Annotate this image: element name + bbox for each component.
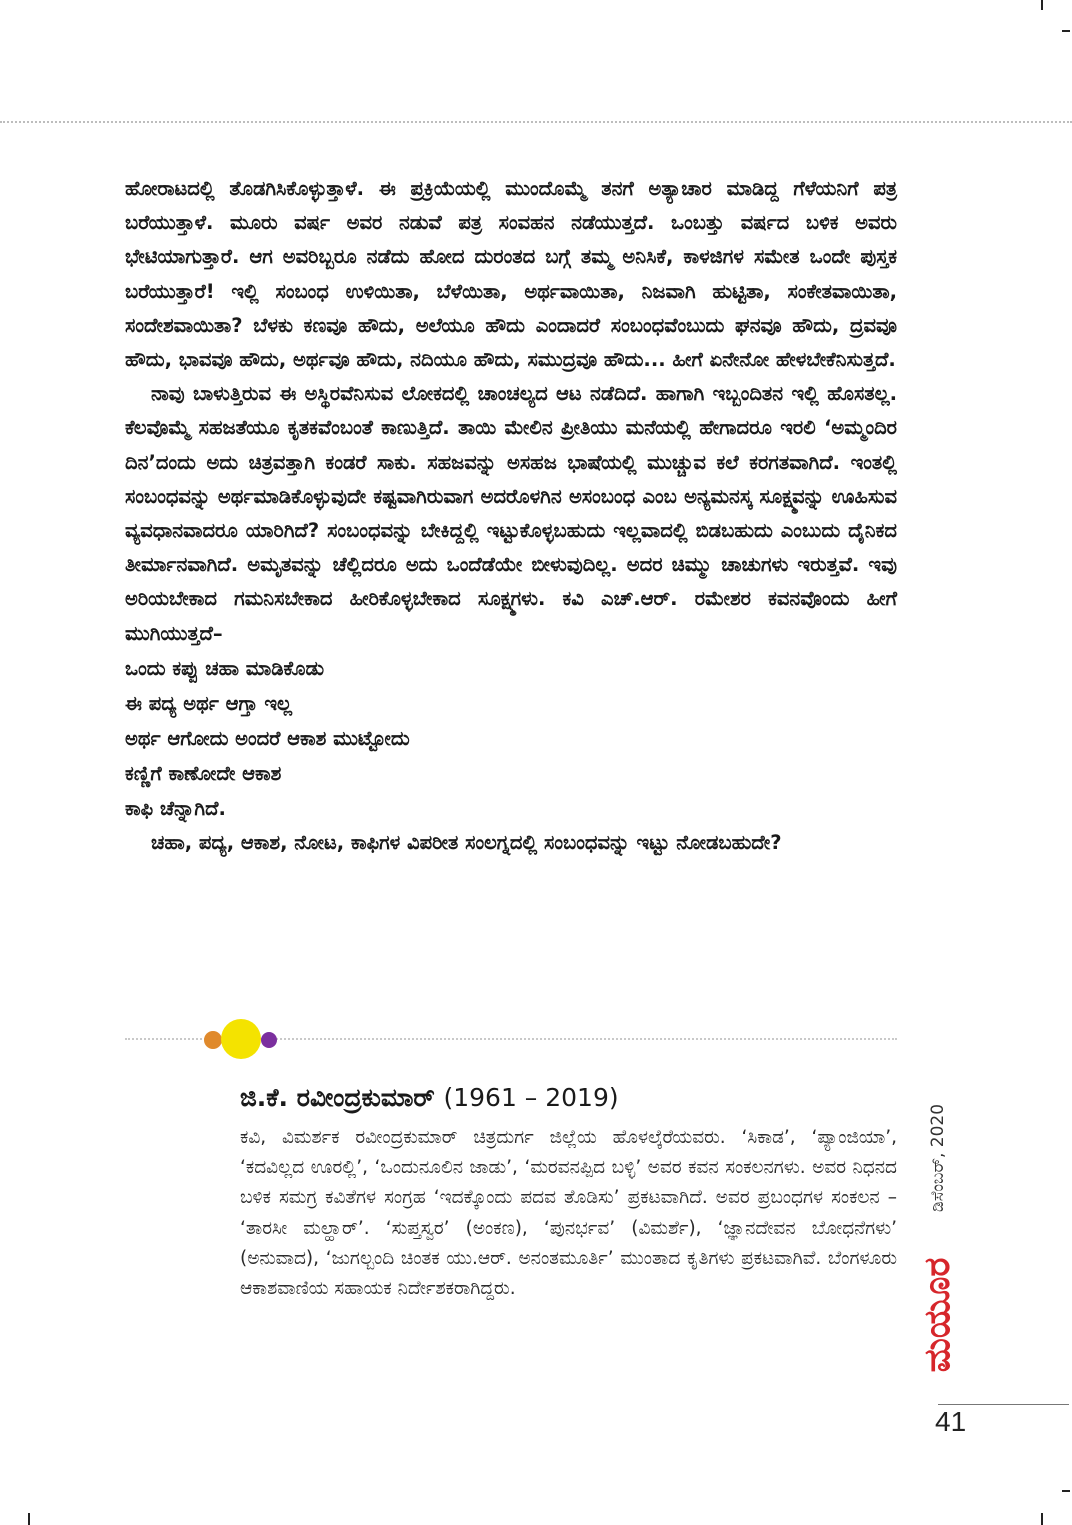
- author-years: (1961 – 2019): [443, 1083, 619, 1112]
- author-bio: [240, 1083, 897, 1304]
- magazine-logo: [913, 1243, 963, 1388]
- bio-text: ಕವಿ, ವಿಮರ್ಶಕ ರವೀಂದ್ರಕುಮಾರ್ ಚಿತ್ರದುರ್ಗ ಜಿಲ್ಲೆಯ ಹೊಳಲ್ಕೆರೆಯವರು. ‘ಸಿಕಾಡ’, ‘ಪ್ಯಾಂಜಿಯಾ’, ‘ಕದವಿಲ್ಲದ ಊರಲ್ಲಿ’, ‘ಒಂದುನೂಲಿನ ಜಾಡು’, ‘ಮರವನಪ್ಪಿದ ಬಳ್ಳಿ’ ಅವರ ಕವನ ಸಂಕಲನಗಳು. ಅವರ ನಿಧನದ ಬಳಿಕ ಸಮಗ್ರ ಕವಿತೆಗಳ ಸಂಗ್ರಹ ‘ಇದಕ್ಕೊಂದು ಪದವ ತೊಡಿಸು’ ಪ್ರಕಟವಾಗಿದೆ. ಅವರ ಪ್ರಬಂಧಗಳ ಸಂಕಲನ – ‘ತಾರಸೀ ಮಲ್ಹಾರ್’. ‘ಸುಪ್ತಸ್ವರ’ (ಅಂಕಣ), ‘ಪುನರ್ಭವ’ (ವಿಮರ್ಶೆ), ‘ಜ್ಞಾನದೇವನ ಬೋಧನೆಗಳು’ (ಅನುವಾದ), ‘ಜುಗಲ್ಬಂದಿ ಚಿಂತಕ ಯು.ಆರ್. ಅನಂತಮೂರ್ತಿ’ ಮುಂತಾದ ಕೃತಿಗಳು ಪ್ರಕಟವಾಗಿವೆ. ಬೆಂಗಳೂರು ಆಕಾಶವಾಣಿಯ ಸಹಾಯಕ ನಿರ್ದೇಶಕರಾಗಿದ್ದರು.: [240, 1127, 897, 1300]
- magazine-logo-text: ಮಯೂರ: [917, 1257, 958, 1373]
- bio-title: [240, 1083, 897, 1113]
- side-banner: [913, 1083, 963, 1388]
- crop-mark-top-right: [1062, 30, 1070, 32]
- crop-mark-top: [1041, 0, 1043, 10]
- poem-line: ಕಾಫಿ ಚೆನ್ನಾಗಿದೆ.: [125, 796, 226, 820]
- yellow-dot: [221, 1019, 261, 1059]
- poem-block: [125, 651, 897, 826]
- crop-mark-bottom-right: [1041, 1513, 1043, 1525]
- page-number: 41: [935, 1406, 967, 1437]
- poem-line: ಅರ್ಥ ಆಗೋದು ಅಂದರೆ ಆಕಾಶ ಮುಟ್ಟೋದು: [125, 726, 410, 750]
- paragraph-2: ನಾವು ಬಾಳುತ್ತಿರುವ ಈ ಅಸ್ಥಿರವೆನಿಸುವ ಲೋಕದಲ್ಲಿ ಚಾಂಚಲ್ಯದ ಆಟ ನಡೆದಿದೆ. ಹಾಗಾಗಿ ಇಬ್ಬಂದಿತನ ಇಲ್ಲಿ ಹೊಸತಲ್ಲ. ಕೆಲವೊಮ್ಮೆ ಸಹಜತೆಯೂ ಕೃತಕವೆಂಬಂತೆ ಕಾಣುತ್ತಿದೆ. ತಾಯಿ ಮೇಲಿನ ಪ್ರೀತಿಯು ಮನೆಯಲ್ಲಿ ಹೇಗಾದರೂ ಇರಲಿ ‘ಅಮ್ಮಂದಿರ ದಿನ’ದಂದು ಅದು ಚಿತ್ರವತ್ತಾಗಿ ಕಂಡರೆ ಸಾಕು. ಸಹಜವನ್ನು ಅಸಹಜ ಭಾಷೆಯಲ್ಲಿ ಮುಚ್ಚುವ ಕಲೆ ಕರಗತವಾಗಿದೆ. ಇಂತಲ್ಲಿ ಸಂಬಂಧವನ್ನು ಅರ್ಥಮಾಡಿಕೊಳ್ಳುವುದೇ ಕಷ್ಟವಾಗಿರುವಾಗ ಅದರೊಳಗಿನ ಅಸಂಬಂಧ ಎಂಬ ಅನ್ಯಮನಸ್ಕ ಸೂಕ್ಷ್ಮವನ್ನು ಊಹಿಸುವ ವ್ಯವಧಾನವಾದರೂ ಯಾರಿಗಿದೆ? ಸಂಬಂಧವನ್ನು ಬೇಕಿದ್ದಲ್ಲಿ ಇಟ್ಟುಕೊಳ್ಳಬಹುದು ಇಲ್ಲವಾದಲ್ಲಿ ಬಿಡಬಹುದು ಎಂಬುದು ದೈನಿಕದ ತೀರ್ಮಾನವಾಗಿದೆ. ಅಮೃತವನ್ನು ಚೆಲ್ಲಿದರೂ ಅದು ಒಂದೆಡೆಯೇ ಬೀಳುವುದಿಲ್ಲ. ಅದರ ಚಿಮ್ಮು ಚಾಚುಗಳು ಇರುತ್ತವೆ. ಇವು ಅರಿಯಬೇಕಾದ ಗಮನಿಸಬೇಕಾದ ಹೀರಿಕೊಳ್ಳಬೇಕಾದ ಸೂಕ್ಷ್ಮಗಳು. ಕವಿ ಎಚ್.ಆರ್. ರಮೇಶರ ಕವನವೊಂದು ಹೀಗೆ ಮುಗಿಯುತ್ತದೆ–: [125, 382, 897, 645]
- issue-date: [913, 1083, 963, 1233]
- crop-mark-right: [1062, 1490, 1070, 1492]
- crop-mark-bottom-left: [28, 1513, 30, 1525]
- paragraph-1: ಹೋರಾಟದಲ್ಲಿ ತೊಡಗಿಸಿಕೊಳ್ಳುತ್ತಾಳೆ. ಈ ಪ್ರಕ್ರಿಯೆಯಲ್ಲಿ ಮುಂದೊಮ್ಮೆ ತನಗೆ ಅತ್ಯಾಚಾರ ಮಾಡಿದ್ದ ಗೆಳೆಯನಿಗೆ ಪತ್ರ ಬರೆಯುತ್ತಾಳೆ. ಮೂರು ವರ್ಷ ಅವರ ನಡುವೆ ಪತ್ರ ಸಂವಹನ ನಡೆಯುತ್ತದೆ. ಒಂಬತ್ತು ವರ್ಷದ ಬಳಿಕ ಅವರು ಭೇಟಿಯಾಗುತ್ತಾರೆ. ಆಗ ಅವರಿಬ್ಬರೂ ನಡೆದು ಹೋದ ದುರಂತದ ಬಗ್ಗೆ ತಮ್ಮ ಅನಿಸಿಕೆ, ಕಾಳಜಿಗಳ ಸಮೇತ ಒಂದೇ ಪುಸ್ತಕ ಬರೆಯುತ್ತಾರೆ! ಇಲ್ಲಿ ಸಂಬಂಧ ಉಳಿಯಿತಾ, ಬೆಳೆಯಿತಾ, ಅರ್ಥವಾಯಿತಾ, ನಿಜವಾಗಿ ಹುಟ್ಟಿತಾ, ಸಂಕೇತವಾಯಿತಾ, ಸಂದೇಶವಾಯಿತಾ? ಬೆಳಕು ಕಣವೂ ಹೌದು, ಅಲೆಯೂ ಹೌದು ಎಂದಾದರೆ ಸಂಬಂಧವೆಂಬುದು ಘನವೂ ಹೌದು, ದ್ರವವೂ ಹೌದು, ಭಾವವೂ ಹೌದು, ಅರ್ಥವೂ ಹೌದು, ನದಿಯೂ ಹೌದು, ಸಮುದ್ರವೂ ಹೌದು... ಹೀಗೆ ಏನೇನೋ ಹೇಳಬೇಕೆನಿಸುತ್ತದೆ.: [125, 177, 897, 372]
- poem-line: ಒಂದು ಕಪ್ಪು ಚಹಾ ಮಾಡಿಕೊಡು: [125, 656, 325, 680]
- poem-line: ಕಣ್ಣಿಗೆ ಕಾಣೋದೇ ಆಕಾಶ: [125, 761, 282, 785]
- article-body: [125, 172, 897, 860]
- orange-dot: [204, 1031, 222, 1049]
- page-number-rule: [938, 1404, 1069, 1405]
- author-name: ಜಿ.ಕೆ. ರವೀಂದ್ರಕುಮಾರ್: [240, 1083, 435, 1112]
- closing-paragraph: ಚಹಾ, ಪದ್ಯ, ಆಕಾಶ, ನೋಟ, ಕಾಫಿಗಳ ವಿಪರೀತ ಸಂಲಗ್ನದಲ್ಲಿ ಸಂಬಂಧವನ್ನು ಇಟ್ಟು ನೋಡಬಹುದೇ?: [151, 830, 782, 854]
- issue-date-text: ಡಿಸೆಂಬರ್, 2020: [928, 1103, 948, 1213]
- purple-dot: [261, 1032, 277, 1048]
- poem-line: ಈ ಪದ್ಯ ಅರ್ಥ ಆಗ್ತಾ ಇಲ್ಲ: [125, 691, 293, 715]
- top-dotted-rule: [0, 121, 1072, 123]
